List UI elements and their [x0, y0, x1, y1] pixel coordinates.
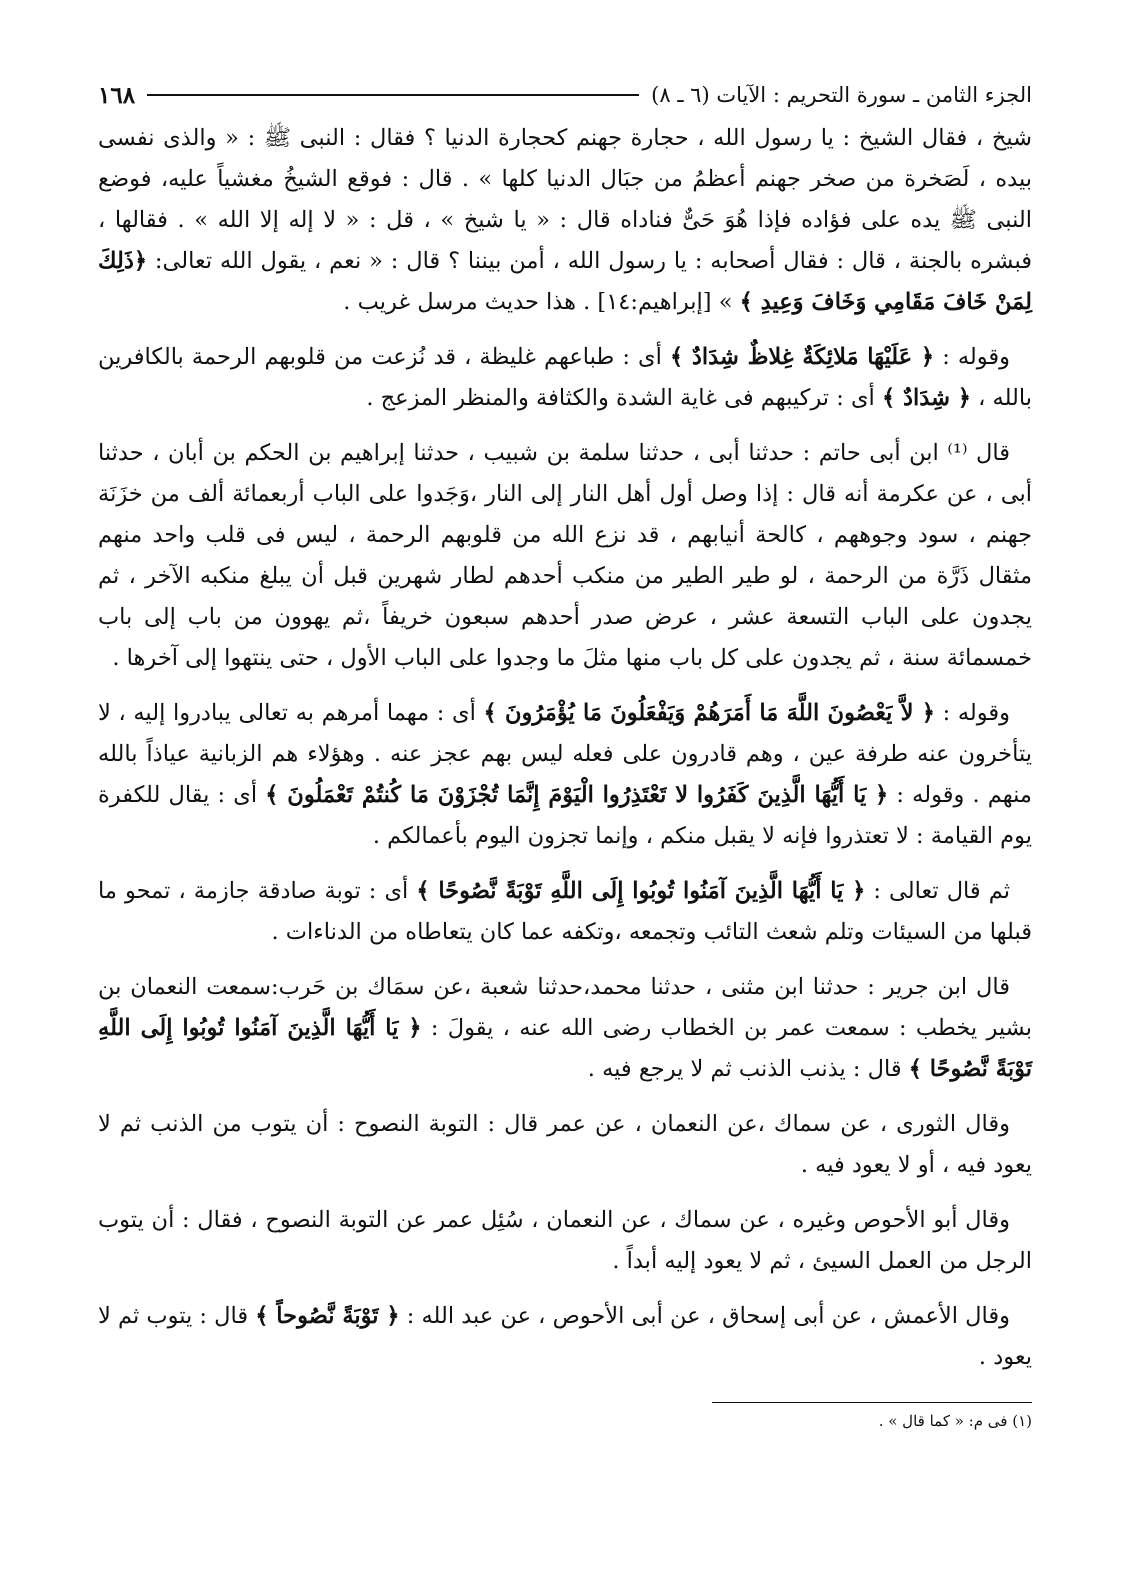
text-segment: ثم قال تعالى :: [865, 878, 1010, 904]
text-segment: » [إبراهيم:١٤] . هذا حديث مرسل غريب .: [343, 289, 740, 315]
text-segment: وقال أبو الأحوص وغيره ، عن سماك ، عن النعمان ، سُئِل عمر عن التوبة النصوح ، فقال : أن يتوب الرجل من العمل السيئ ، ثم لا يعود إليه أبداً .: [98, 1207, 1032, 1274]
text-segment: أى : توبة صادقة جازمة ، تمحو ما قبلها من السيئات وتلم شعث التائب وتجمعه ،وتكفه عما كان يتعاطاه من الدناءات .: [98, 878, 1032, 945]
page-header: [98, 78, 1032, 112]
text-segment: قال ابن جرير : حدثنا ابن مثنى ، حدثنا محمد،حدثنا شعبة ،عن سمَاك بن حَرب:سمعت النعمان بن بشير يخطب : سمعت عمر بن الخطاب رضى الله عنه ، يقولَ :: [98, 974, 1033, 1041]
text-segment: وقوله :: [934, 344, 1010, 370]
paragraph: [98, 693, 1032, 857]
text-segment: شيخ ، فقال الشيخ : يا رسول الله ، حجارة جهنم كحجارة الدنيا ؟ فقال : النبى ﷺ : « والذى نفسى بيده ، لَصَخرة من صخر جهنم أعظمُ من جبَال الدنيا كلها » . قال : فوقع الشيخُ مغشياً عليه، فوضع النبى ﷺ يده على فؤاده فإذا هُوَ حَىٌّ فناداه قال : « يا شيخ » ، قل : « لا إله إلا الله » . فقالها ، فبشره بالجنة ، قال : فقال أصحابه : يا رسول الله ، أمن بيننا ؟ قال : « نعم ، يقول الله تعالى:: [98, 125, 1032, 274]
quran-verse: ﴿ لاَّ يَعْصُونَ اللَّهَ مَا أَمَرَهُمْ وَيَفْعَلُونَ مَا يُؤْمَرُونَ ﴾: [483, 700, 935, 726]
paragraph: [98, 1200, 1032, 1282]
quran-verse: ﴿ يَا أَيُّهَا الَّذِينَ آمَنُوا تُوبُوا إِلَى اللَّهِ تَوْبَةً نَّصُوحًا ﴾: [98, 1015, 1032, 1082]
text-segment: وقال الثورى ، عن سماك ،عن النعمان ، عن عمر قال : التوبة النصوح : أن يتوب من الذنب ثم لا يعود فيه ، أو لا يعود فيه .: [98, 1111, 1032, 1178]
text-segment: وقال الأعمش ، عن أبى إسحاق ، عن أبى الأحوص ، عن عبد الله :: [399, 1303, 1010, 1329]
page: [98, 78, 1032, 1433]
header-rule: [147, 94, 639, 96]
paragraph: [98, 871, 1032, 953]
text-segment: أى : طباعهم غليظة ، قد نُزعت من قلوبهم الرحمة بالكافرين بالله ،: [98, 344, 1032, 411]
paragraph: [98, 337, 1032, 419]
footnote-rule: [712, 1402, 1032, 1403]
page-number: ١٦٨: [98, 81, 136, 109]
quran-verse: ﴿ تَوْبَةً نَّصُوحاً ﴾: [255, 1303, 400, 1329]
paragraph: [98, 433, 1032, 679]
text-segment: قال ⁽¹⁾ ابن أبى حاتم : حدثنا أبى ، حدثنا سلمة بن شبيب ، حدثنا إبراهيم بن الحكم بن أبان ، حدثنا أبى ، عن عكرمة أنه قال : إذا وصل أول أهل النار إلى النار ،وَجَدوا على الباب أربعمائة ألف من خزَنَة جهنم ، سود وجوههم ، كالحة أنيابهم ، قد نزع الله من قلوبهم الرحمة ، ليس فى قلب واحد منهم مثقال ذَرَّة من الرحمة ، لو طير الطير من منكب أحدهم لطار شهرين قبل أن يبلغ منكبه الآخر ، ثم يجدون على الباب التسعة عشر ، عرض صدر أحدهم سبعون خريفاً ،ثم يهوون من باب إلى باب خمسمائة سنة ، ثم يجدون على كل باب منها مثلَ ما وجدوا على الباب الأول ، حتى ينتهوا إلى آخرها .: [98, 440, 1032, 671]
quran-verse: ﴿ يَا أَيُّهَا الَّذِينَ كَفَرُوا لا تَعْتَذِرُوا الْيَوْمَ إِنَّمَا تُجْزَوْنَ مَا كُنتُمْ تَعْمَلُونَ ﴾: [265, 782, 889, 808]
quran-verse: ﴿ذَلِكَ لِمَنْ خَافَ مَقَامِي وَخَافَ وَعِيدِ ﴾: [98, 248, 1032, 315]
paragraph: [98, 967, 1032, 1090]
footnote: (١) فى م: « كما قال » .: [878, 1412, 1032, 1430]
text-segment: أى : تركيبهم فى غاية الشدة والكثافة والمنظر المزعج .: [366, 385, 882, 411]
quran-verse: ﴿ عَلَيْهَا مَلائِكَةٌ غِلاظٌ شِدَادٌ ﴾: [669, 344, 935, 370]
text-segment: قال : يذنب الذنب ثم لا يرجع فيه .: [587, 1056, 909, 1082]
paragraph: [98, 118, 1032, 323]
body-text: [98, 118, 1032, 1378]
paragraph: [98, 1104, 1032, 1186]
quran-verse: ﴿ شِدَادٌ ﴾: [881, 385, 971, 411]
text-segment: قال : يتوب ثم لا يعود .: [98, 1303, 1032, 1370]
paragraph: [98, 1296, 1032, 1378]
quran-verse: ﴿ يَا أَيُّهَا الَّذِينَ آمَنُوا تُوبُوا إِلَى اللَّهِ تَوْبَةً نَّصُوحًا ﴾: [416, 878, 866, 904]
running-title: الجزء الثامن ـ سورة التحريم : الآيات (٦ ـ ٨): [651, 83, 1032, 107]
text-segment: أى : مهما أمرهم به تعالى يبادروا إليه ، لا يتأخرون عنه طرفة عين ، وهم قادرون على فعله ليس بهم عجز عنه . وهؤلاء هم الزبانية عياذاً بالله منهم . وقوله :: [98, 700, 1032, 808]
text-segment: وقوله :: [934, 700, 1010, 726]
text-segment: أى : يقال للكفرة يوم القيامة : لا تعتذروا فإنه لا يقبل منكم ، وإنما تجزون اليوم بأعمالكم .: [98, 782, 1032, 849]
